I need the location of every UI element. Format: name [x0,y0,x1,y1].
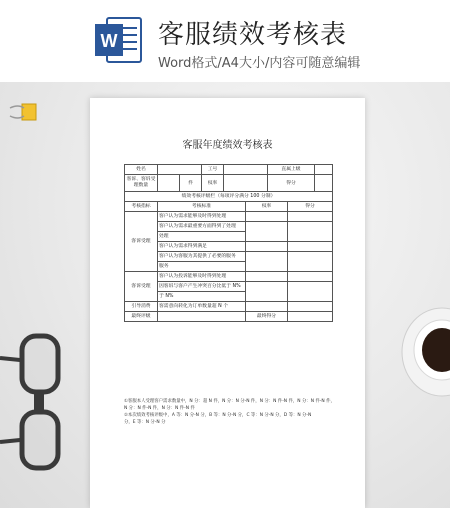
weight-label: 权率 [202,175,224,192]
weight-cell[interactable] [246,282,288,302]
weight-cell[interactable] [246,222,288,242]
header-score: 得分 [288,202,333,212]
name-value[interactable] [158,165,202,175]
note-line: ②本次绩效考核评级中，A 等：N 分-N 分，B 等：N 分-N 分，C 等：N 分-N 分，D 等：N 分-N [124,413,312,418]
score-cell[interactable] [288,272,333,282]
banner-subtitle: Word格式/A4大小/内容可随意编辑 [158,56,361,71]
table-row [125,272,333,282]
group-name: 客诉受理 [125,212,158,272]
binder-clip-icon [8,100,38,124]
header-row [125,202,333,212]
weight-cell[interactable] [246,242,288,252]
criterion-text: 客户认为需求最重要方面得到了处理 [158,222,246,232]
document-page [90,98,365,508]
weight-value[interactable] [224,175,268,192]
final-row [125,312,333,322]
header-standard: 考核标准 [158,202,246,212]
supervisor-label: 直属上级 [268,165,315,175]
criterion-text: 客户认为需求得到满足 [158,242,246,252]
score-cell[interactable] [288,222,333,242]
coffee-cup-icon [398,292,450,402]
name-label: 姓名 [125,165,158,175]
final-score-label: 最终得分 [246,312,288,322]
word-document-icon [93,14,145,66]
section-heading: 绩效考核评级栏（每项评分满分 100 分制） [125,192,333,202]
score-cell[interactable] [288,302,333,312]
header-weight: 权率 [246,202,288,212]
appraisal-table [124,164,333,322]
banner-title: 客服绩效考核表 [158,20,348,50]
eyeglasses-icon [0,330,80,480]
weight-cell[interactable] [246,272,288,282]
criterion-text: 客需意向转化为订单数量超 N 个 [158,302,246,312]
criterion-text: 客户认为投诉能够及时得到处理 [158,272,246,282]
score-value[interactable] [315,175,333,192]
criterion-text: 客户认为需求能够及时得到处理 [158,212,246,222]
complaint-count-value[interactable] [158,175,180,192]
id-label: 工号 [202,165,224,175]
info-row-2 [125,175,333,192]
score-cell[interactable] [288,212,333,222]
weight-cell[interactable] [246,252,288,272]
score-cell[interactable] [288,282,333,302]
unit-label: 件 [180,175,202,192]
id-value[interactable] [224,165,268,175]
info-row-1 [125,165,333,175]
group-name: 客诉受理 [125,272,158,302]
weight-cell[interactable] [246,212,288,222]
criterion-wrap: 于 N% [158,292,246,302]
criterion-wrap: 处理 [158,232,246,242]
weight-cell[interactable] [246,302,288,312]
score-cell[interactable] [288,242,333,252]
criterion-text: 因客诉与客户产生冲突百分比低于 N% [158,282,246,292]
criterion-text: 客户认为客服为其提供了必要的服务 [158,252,246,262]
final-rating-label: 最终评级 [125,312,158,322]
svg-text:W: W [100,31,118,51]
group-name: 引导消费 [125,302,158,312]
score-cell[interactable] [288,252,333,272]
note-line: ①客服本人受理客户需求数量中，N 分：超 N 件，N 分：N 分-N 件，N 分：N 件-N 件，N 分：N 件-N 件， [124,399,335,404]
note-line: 分，E 等：N 分-N 分 [124,420,166,425]
supervisor-value[interactable] [315,165,333,175]
final-score-value[interactable] [288,312,333,322]
complaint-count-label: 客诉、客诉受理数量 [125,175,158,192]
section-heading-row [125,192,333,202]
header-banner [0,0,450,82]
document-title: 客服年度绩效考核表 [182,140,273,151]
final-rating-value[interactable] [158,312,246,322]
criterion-wrap: 服务 [158,262,246,272]
table-row [125,302,333,312]
table-row [125,212,333,222]
header-indicator: 考核指标 [125,202,158,212]
note-line: N 分：N 件-N 件，N 分：N 件-N 件 [124,406,195,411]
notes [124,398,334,426]
score-label: 得分 [268,175,315,192]
